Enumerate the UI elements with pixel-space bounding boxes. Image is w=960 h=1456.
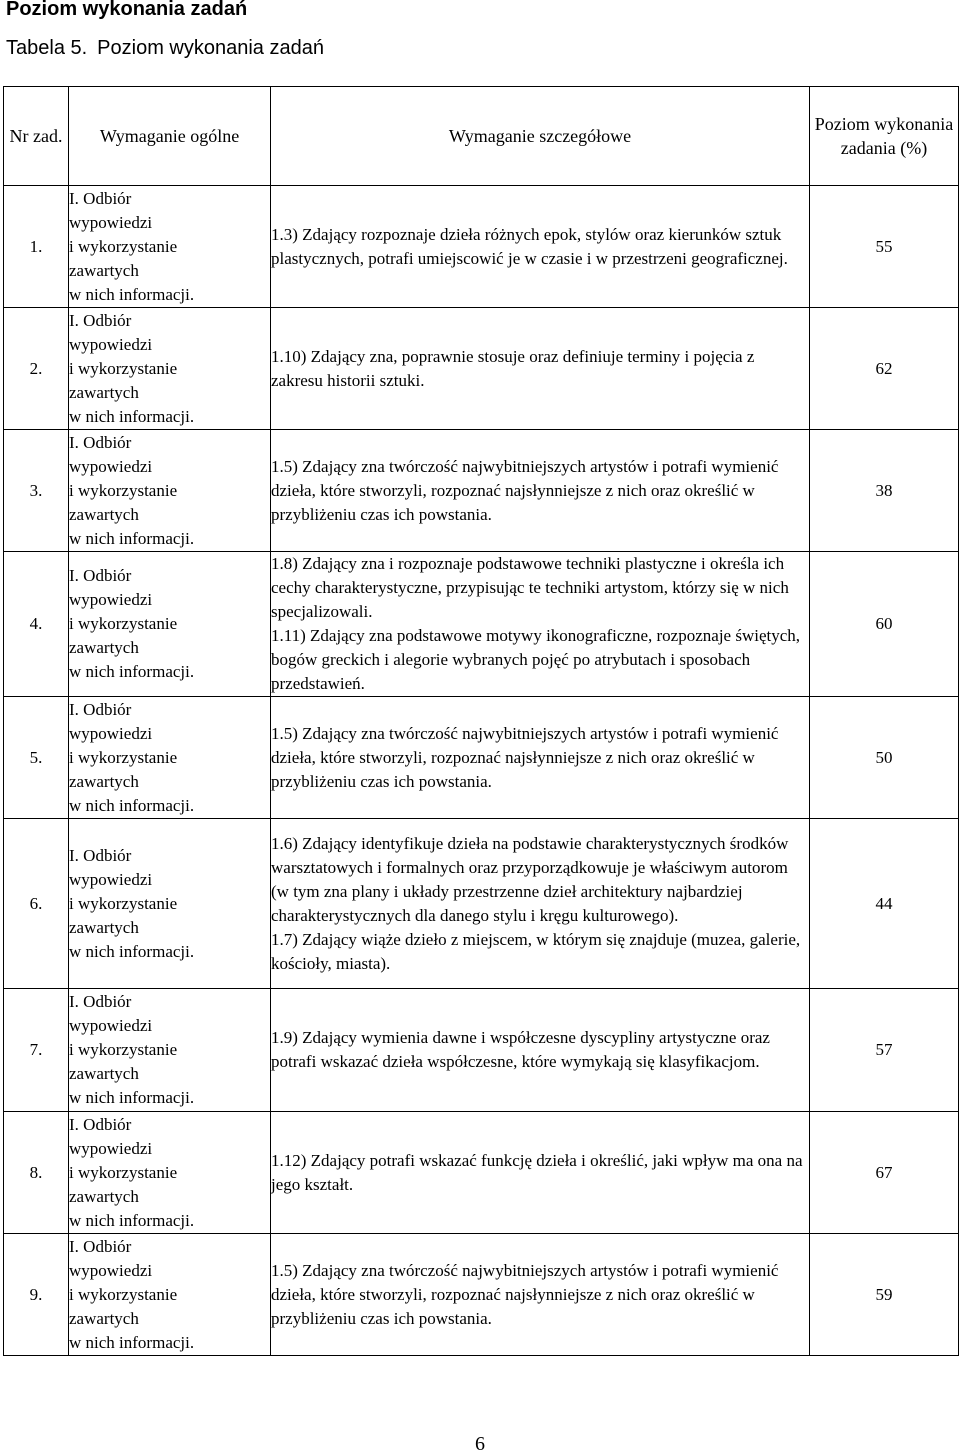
completion-level: 57 — [810, 989, 959, 1112]
table-row — [4, 552, 959, 697]
header-completion-level: Poziom wykonania zadania (%) — [810, 87, 959, 186]
general-requirement — [69, 1112, 271, 1234]
header-detailed-requirement: Wymaganie szczegółowe — [271, 87, 810, 186]
general-requirement-line: wypowiedzi — [69, 869, 153, 889]
table-row — [4, 819, 959, 989]
task-number: 8. — [4, 1112, 69, 1234]
detailed-requirement-text: 1.11) Zdający zna podstawowe motywy ikonograficzne, rozpoznaje świętych, bogów greckich i alegorie wybranych pojęć po atrybutach i sposobach przedstawień. — [271, 626, 801, 693]
general-requirement-line: zawartych — [69, 1308, 139, 1328]
table-row — [4, 308, 959, 430]
completion-level: 67 — [810, 1112, 959, 1234]
detailed-requirement-text: 1.3) Zdający rozpoznaje dzieła różnych epok, stylów oraz kierunków sztuk plastycznych, potrafi umiejscowić je w czasie i w przestrzeni geograficznej. — [271, 224, 788, 268]
general-requirement-line: wypowiedzi — [69, 590, 153, 609]
general-requirement-line: I. Odbiór — [69, 1114, 132, 1134]
detailed-requirement-text: 1.5) Zdający zna twórczość najwybitniejszych artystów i potrafi wymienić dzieła, które stworzyli, rozpoznać najsłynniejsze z nich oraz określić w przybliżeniu czas ich powstania. — [271, 456, 779, 524]
general-requirement-line: w nich informacji. — [69, 1332, 195, 1352]
task-number: 4. — [4, 552, 69, 697]
general-requirement-line: i wykorzystanie — [69, 747, 178, 767]
task-number: 2. — [4, 308, 69, 430]
general-requirement-line: zawartych — [69, 260, 139, 280]
general-requirement-line: zawartych — [69, 382, 139, 402]
general-requirement-line: w nich informacji. — [69, 406, 195, 426]
detailed-requirement — [271, 697, 810, 819]
table-row — [4, 430, 959, 552]
detailed-requirement-text: 1.5) Zdający zna twórczość najwybitniejszych artystów i potrafi wymienić dzieła, które stworzyli, rozpoznać najsłynniejsze z nich oraz określić w przybliżeniu czas ich powstania. — [271, 1260, 779, 1328]
general-requirement-line: zawartych — [69, 1186, 139, 1206]
detailed-requirement-text: 1.9) Zdający wymienia dawne i współczesne dyscypliny artystyczne oraz potrafi wskazać dzieła współczesne, które wymykają się klasyfikacjom. — [271, 1028, 770, 1071]
completion-level: 62 — [810, 308, 959, 430]
table-caption — [6, 36, 324, 60]
task-number: 7. — [4, 989, 69, 1112]
completion-level: 50 — [810, 697, 959, 819]
table-header-row — [4, 87, 959, 186]
header-general-requirement: Wymaganie ogólne — [69, 87, 271, 186]
detailed-requirement — [271, 308, 810, 430]
header-nr: Nr zad. — [4, 87, 69, 186]
general-requirement-line: I. Odbiór — [69, 845, 132, 865]
general-requirement-line: i wykorzystanie — [69, 893, 178, 913]
detailed-requirement-text: 1.7) Zdający wiąże dzieło z miejscem, w którym się znajduje (muzea, galerie, kościoły, miasta). — [271, 929, 801, 973]
general-requirement-line: zawartych — [69, 917, 139, 937]
detailed-requirement — [271, 989, 810, 1112]
table-row — [4, 1112, 959, 1234]
detailed-requirement-text: 1.10) Zdający zna, poprawnie stosuje oraz definiuje terminy i pojęcia z zakresu historii sztuki. — [271, 346, 755, 390]
general-requirement-line: i wykorzystanie — [69, 1284, 178, 1304]
table-row — [4, 186, 959, 308]
general-requirement-line: I. Odbiór — [69, 992, 132, 1011]
detailed-requirement — [271, 1112, 810, 1234]
completion-level: 55 — [810, 186, 959, 308]
detailed-requirement — [271, 819, 810, 989]
table-row — [4, 697, 959, 819]
completion-level: 44 — [810, 819, 959, 989]
table-caption-label: Tabela 5. — [6, 37, 88, 59]
general-requirement — [69, 308, 271, 430]
completion-level: 38 — [810, 430, 959, 552]
completion-level: 59 — [810, 1234, 959, 1356]
detailed-requirement — [271, 1234, 810, 1356]
table-row — [4, 989, 959, 1112]
general-requirement-line: w nich informacji. — [69, 1088, 195, 1107]
general-requirement-line: zawartych — [69, 638, 139, 657]
general-requirement-line: w nich informacji. — [69, 795, 195, 815]
general-requirement-line: i wykorzystanie — [69, 1040, 178, 1059]
section-heading: Poziom wykonania zadań — [6, 0, 248, 20]
general-requirement-line: wypowiedzi — [69, 334, 153, 354]
general-requirement-line: i wykorzystanie — [69, 614, 178, 633]
table-caption-title: Poziom wykonania zadań — [97, 37, 324, 59]
general-requirement-line: zawartych — [69, 771, 139, 791]
general-requirement — [69, 989, 271, 1112]
general-requirement-line: zawartych — [69, 1064, 139, 1083]
task-number: 6. — [4, 819, 69, 989]
detailed-requirement-text: 1.8) Zdający zna i rozpoznaje podstawowe techniki plastyczne i określa ich cechy charakterystyczne, przypisując te techniki artystom, którzy się w nich specjalizowali. — [271, 554, 789, 621]
general-requirement-line: I. Odbiór — [69, 1236, 132, 1256]
general-requirement — [69, 1234, 271, 1356]
detailed-requirement — [271, 552, 810, 697]
page-number: 6 — [475, 1433, 485, 1455]
detailed-requirement — [271, 186, 810, 308]
general-requirement-line: i wykorzystanie — [69, 236, 178, 256]
general-requirement-line: i wykorzystanie — [69, 358, 178, 378]
table-body — [4, 186, 959, 1356]
results-table — [3, 86, 959, 1356]
general-requirement-line: wypowiedzi — [69, 723, 153, 743]
general-requirement-line: wypowiedzi — [69, 1138, 153, 1158]
general-requirement-line: w nich informacji. — [69, 941, 195, 961]
task-number: 5. — [4, 697, 69, 819]
general-requirement — [69, 430, 271, 552]
detailed-requirement-text: 1.12) Zdający potrafi wskazać funkcję dzieła i określić, jaki wpływ ma ona na jego kształt. — [271, 1150, 803, 1194]
general-requirement-line: w nich informacji. — [69, 662, 195, 681]
general-requirement — [69, 697, 271, 819]
task-number: 9. — [4, 1234, 69, 1356]
task-number: 3. — [4, 430, 69, 552]
general-requirement-line: w nich informacji. — [69, 1210, 195, 1230]
detailed-requirement-text: 1.5) Zdający zna twórczość najwybitniejszych artystów i potrafi wymienić dzieła, które stworzyli, rozpoznać najsłynniejsze z nich oraz określić w przybliżeniu czas ich powstania. — [271, 723, 779, 791]
completion-level: 60 — [810, 552, 959, 697]
general-requirement-line: w nich informacji. — [69, 528, 195, 548]
general-requirement-line: I. Odbiór — [69, 699, 132, 719]
task-number: 1. — [4, 186, 69, 308]
general-requirement-line: wypowiedzi — [69, 1260, 153, 1280]
general-requirement — [69, 186, 271, 308]
general-requirement — [69, 819, 271, 989]
general-requirement-line: wypowiedzi — [69, 1016, 153, 1035]
general-requirement-line: I. Odbiór — [69, 566, 132, 585]
general-requirement-line: I. Odbiór — [69, 310, 132, 330]
detailed-requirement — [271, 430, 810, 552]
general-requirement-line: I. Odbiór — [69, 188, 132, 208]
detailed-requirement-text: 1.6) Zdający identyfikuje dzieła na podstawie charakterystycznych środków warsztatowych i formalnych oraz przyporządkowuje je właściwym autorom (w tym zna plany i układy przestrzenne dzieł architektury najbardziej charakterystycznych dla danego stylu i kręgu kulturowego). — [271, 833, 789, 925]
table-row — [4, 1234, 959, 1356]
general-requirement-line: i wykorzystanie — [69, 480, 178, 500]
general-requirement-line: wypowiedzi — [69, 456, 153, 476]
general-requirement-line: zawartych — [69, 504, 139, 524]
general-requirement-line: I. Odbiór — [69, 432, 132, 452]
general-requirement-line: w nich informacji. — [69, 284, 195, 304]
general-requirement-line: i wykorzystanie — [69, 1162, 178, 1182]
general-requirement — [69, 552, 271, 697]
general-requirement-line: wypowiedzi — [69, 212, 153, 232]
